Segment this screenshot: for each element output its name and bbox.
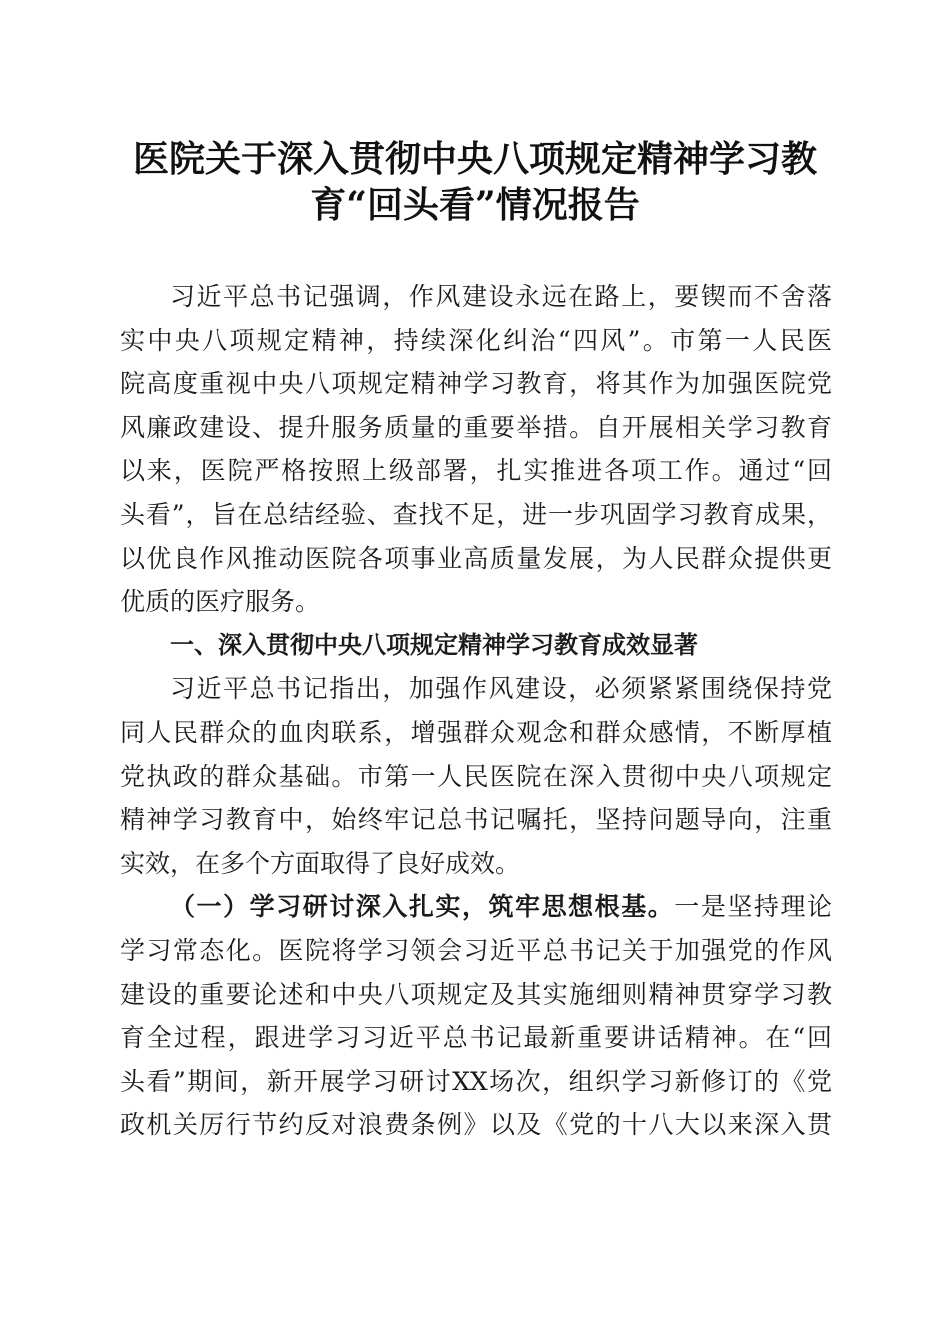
title-line-2: 育“回头看”情况报告 <box>310 184 640 226</box>
document-body <box>120 275 832 1147</box>
subsection-lead: （一）学习研讨深入扎实，筑牢思想根基。 <box>170 892 675 922</box>
text-line: 习近平总书记指出，加强作风建设，必须紧紧围绕保持党 <box>170 674 832 704</box>
text-line: 习近平总书记强调，作风建设永远在路上，要锲而不舍落 <box>170 282 832 311</box>
text-line <box>120 885 832 929</box>
subsection1-paragraph <box>120 885 832 1147</box>
text-line: 建设的重要论述和中央八项规定及其实施细则精神贯穿学习教 <box>120 979 832 1009</box>
text-line: 优质的医疗服务。 <box>120 587 321 617</box>
text-line: 实中央八项规定精神，持续深化纠治“四风”。市第一人民医 <box>120 325 832 355</box>
text-line: 院高度重视中央八项规定精神学习教育，将其作为加强医院党 <box>120 369 832 399</box>
section-heading: 一、深入贯彻中央八项规定精神学习教育成效显著 <box>170 630 698 659</box>
title-line-1: 医院关于深入贯彻中央八项规定精神学习教 <box>132 138 817 180</box>
text-line: 党执政的群众基础。市第一人民医院在深入贯彻中央八项规定 <box>120 761 832 791</box>
text-line: 风廉政建设、提升服务质量的重要举措。自开展相关学习教育 <box>120 412 832 442</box>
text-line: 学习常态化。医院将学习领会习近平总书记关于加强党的作风 <box>120 935 832 965</box>
text-line: 政机关厉行节约反对浪费条例》以及《党的十八大以来深入贯 <box>120 1110 832 1140</box>
text-line: 头看”，旨在总结经验、查找不足，进一步巩固学习教育成果， <box>120 499 832 529</box>
text-line: 头看”期间，新开展学习研讨XX场次，组织学习新修订的《党 <box>120 1066 832 1096</box>
text-line: 同人民群众的血肉联系，增强群众观念和群众感情，不断厚植 <box>120 717 832 747</box>
text-line: 以优良作风推动医院各项事业高质量发展，为人民群众提供更 <box>120 543 832 573</box>
text-line: 实效，在多个方面取得了良好成效。 <box>120 848 521 878</box>
text-line: 以来，医院严格按照上级部署，扎实推进各项工作。通过“回 <box>120 456 832 486</box>
text-line: 育全过程，跟进学习习近平总书记最新重要讲话精神。在“回 <box>120 1023 832 1053</box>
subsection-lead-rest: 一是坚持理论 <box>674 892 832 922</box>
section1-paragraph <box>120 667 832 885</box>
intro-paragraph <box>120 275 832 624</box>
text-line: 精神学习教育中，始终牢记总书记嘱托，坚持问题导向，注重 <box>120 805 832 835</box>
document-title <box>100 136 850 228</box>
